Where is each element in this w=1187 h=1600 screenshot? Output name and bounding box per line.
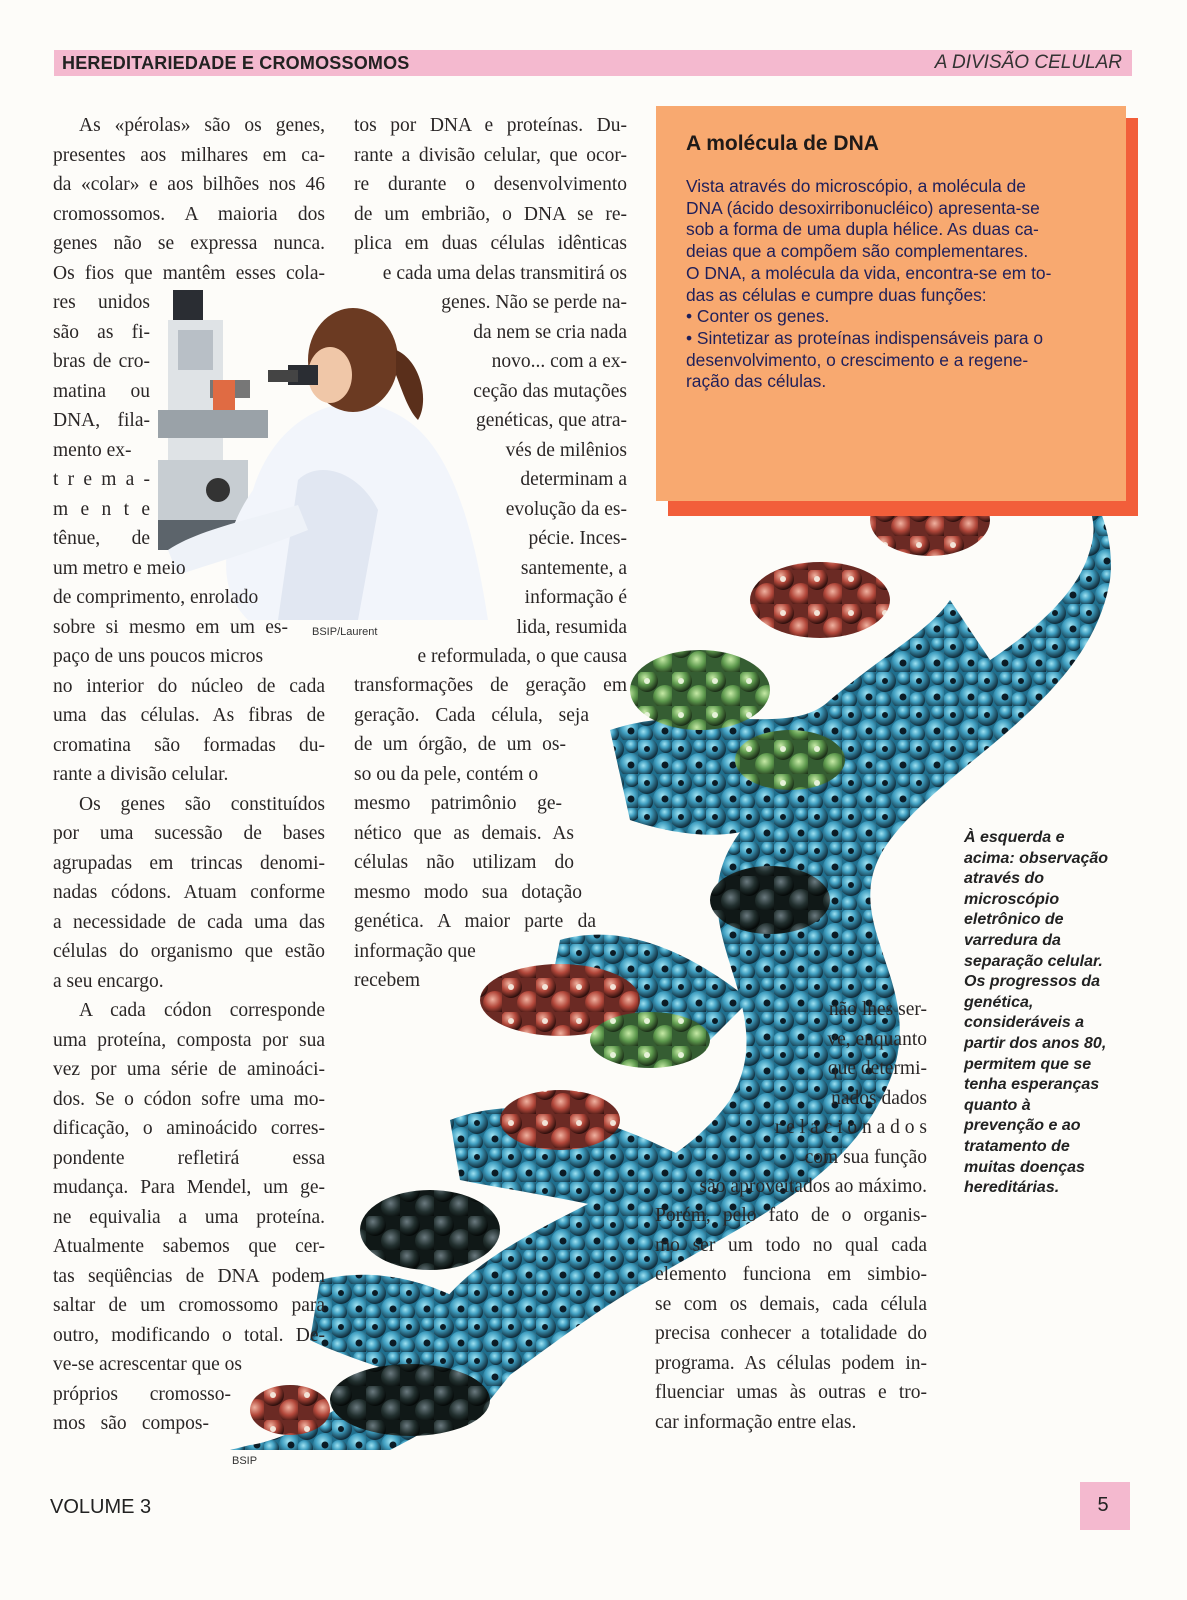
text-line: ceção das mutações	[473, 380, 627, 402]
text-line: tos por DNA e proteínas. Du-	[354, 115, 627, 136]
text-line: re durante o desenvolvimento	[354, 174, 627, 195]
text-line: um metro e meio	[53, 557, 186, 579]
text-line: tênue, de	[53, 528, 150, 549]
text-line: santemente, a	[520, 557, 627, 579]
dna-box-line: das as células e cumpre duas funções:	[686, 284, 987, 305]
text-line: car informação entre elas.	[655, 1411, 857, 1433]
text-line: mudança. Para Mendel, um ge-	[53, 1177, 325, 1198]
text-line: informação é	[524, 587, 627, 608]
text-line: so ou da pele, contém o	[354, 763, 539, 785]
text-line: outro, modificando o total. De-	[53, 1324, 325, 1346]
text-line: genes. Não se perde na-	[441, 292, 627, 313]
dna-box-line: desenvolvimento, o crescimento e a regene-	[686, 349, 1029, 370]
text-line: da nem se cria nada	[473, 321, 627, 343]
text-line: que determi-	[827, 1058, 927, 1079]
text-line: mo ser um todo no qual cada	[655, 1234, 927, 1256]
text-line: tas seqüências de DNA podem	[53, 1265, 325, 1287]
text-line: precisa conhecer a totalidade do	[655, 1323, 927, 1344]
caption-line: muitas doenças	[964, 1158, 1085, 1176]
caption-line: através do	[964, 870, 1045, 888]
image-caption	[964, 828, 1144, 1199]
text-line: genética. A maior parte da	[354, 911, 596, 932]
text-line: transformações de geração em	[354, 675, 627, 696]
caption-line: quanto à	[964, 1096, 1031, 1114]
dna-box-line: DNA (ácido desoxirribonucléico) apresenta-se	[686, 197, 1040, 218]
text-line: res unidos	[53, 292, 150, 313]
text-line: recebem	[354, 970, 421, 991]
column-1-top	[53, 111, 325, 288]
text-line: sobre si mesmo em um es-	[53, 616, 288, 638]
dna-box-line: • Sintetizar as proteínas indispensáveis para o	[686, 327, 1044, 348]
caption-line: acima: observação	[964, 849, 1109, 867]
text-line: novo... com a ex-	[491, 351, 627, 372]
page-number: 5	[1097, 1494, 1109, 1516]
text-line: saltar de um cromossomo para	[53, 1295, 325, 1316]
text-line: se com os demais, cada célula	[655, 1293, 927, 1315]
text-line: As «pérolas» são os genes,	[79, 115, 325, 136]
text-line: plica em duas células idênticas	[354, 233, 627, 254]
text-line: uma das células. As fibras de	[53, 705, 325, 726]
column-2-top	[354, 111, 627, 288]
dna-box-line: ração das células.	[686, 371, 827, 392]
text-line: são aproveitados ao máximo.	[699, 1176, 927, 1197]
caption-line: partir dos anos 80,	[964, 1034, 1107, 1052]
text-line: mesmo patrimônio ge-	[354, 793, 562, 814]
page-number-box	[1080, 1482, 1130, 1530]
dna-box-line: Vista através do microscópio, a molécula de	[686, 176, 1026, 196]
text-line: presentes aos milhares em ca-	[53, 144, 325, 166]
text-line: e cada uma delas transmitirá os	[382, 262, 627, 284]
text-line: a necessidade de cada uma das	[53, 911, 325, 933]
caption-line: Os progressos da	[964, 973, 1101, 991]
text-line: e reformulada, o que causa	[417, 646, 627, 667]
text-line: genéticas, que atra-	[475, 410, 627, 431]
photo-credit: BSIP/Laurent	[312, 626, 378, 638]
text-line: nadas códons. Atuam conforme	[53, 882, 325, 903]
column-2-bottom	[354, 671, 627, 996]
text-line: t r e m a -	[53, 469, 150, 490]
column-3-bottom	[655, 1201, 927, 1437]
dna-box-title: A molécula de DNA	[686, 132, 879, 155]
text-line: mesmo modo sua dotação	[354, 881, 582, 903]
chapter-title: A DIVISÃO CELULAR	[934, 52, 1122, 73]
running-header	[54, 50, 1132, 76]
text-line: pécie. Inces-	[528, 528, 627, 549]
dna-box-line: deias que a compõem são complementares.	[686, 241, 1029, 262]
text-line: r e l a c i o n a d o s	[774, 1117, 927, 1138]
text-line: no interior do núcleo de cada	[53, 675, 325, 697]
dna-box-line: • Conter os genes.	[686, 306, 830, 327]
caption-line: tratamento de	[964, 1137, 1070, 1155]
caption-line: consideráveis a	[964, 1014, 1085, 1032]
text-line: são as fi-	[53, 321, 150, 343]
text-line: programa. As células podem in-	[655, 1352, 927, 1374]
dna-image-credit: BSIP	[232, 1455, 258, 1467]
text-line: bras de cro-	[53, 351, 150, 372]
text-line: vés de milênios	[505, 439, 627, 461]
text-line: mento ex-	[53, 439, 132, 461]
caption-line: À esquerda e	[964, 829, 1065, 846]
text-line: por uma sucessão de bases	[53, 823, 325, 844]
text-line: elemento funciona em simbio-	[655, 1264, 927, 1285]
text-line: Os fios que mantêm esses cola-	[53, 262, 325, 284]
text-line: da «colar» e aos bilhões nos 46	[53, 174, 325, 195]
caption-line: microscópio	[964, 890, 1060, 908]
text-line: A cada códon corresponde	[79, 1000, 325, 1021]
text-line: próprios cromosso-	[53, 1383, 231, 1405]
text-line: cromossomos. A maioria dos	[53, 203, 325, 225]
caption-line: separação celular.	[964, 952, 1103, 970]
text-line: de um órgão, de um os-	[354, 734, 566, 755]
text-line: Os genes são constituídos	[79, 793, 325, 815]
section-title: HEREDITARIEDADE E CROMOSSOMOS	[62, 53, 410, 73]
caption-line: permitem que se	[964, 1055, 1092, 1073]
caption-line: genética,	[964, 993, 1034, 1011]
text-line: DNA, fila-	[53, 410, 150, 431]
text-line: ve, enquanto	[827, 1028, 927, 1050]
volume-label: VOLUME 3	[50, 1496, 152, 1518]
dna-info-box	[656, 106, 1126, 501]
caption-line: hereditárias.	[964, 1179, 1060, 1197]
text-line: de comprimento, enrolado	[53, 587, 259, 608]
text-line: ne equivalia a uma proteína.	[53, 1206, 325, 1228]
caption-line: tenha esperanças	[964, 1076, 1100, 1094]
text-line: com sua função	[804, 1146, 927, 1168]
text-line: lida, resumida	[516, 616, 627, 638]
text-line: Porém, pelo fato de o organis-	[655, 1205, 927, 1226]
text-line: determinam a	[520, 469, 627, 490]
text-line: rante a divisão celular, que ocor-	[354, 144, 627, 166]
text-line: pondente refletirá essa	[53, 1147, 325, 1169]
text-line: rante a divisão celular.	[53, 764, 229, 785]
text-line: nados dados	[831, 1087, 927, 1109]
text-line: agrupadas em trincas denomi-	[53, 852, 325, 874]
caption-line: varredura da	[964, 931, 1061, 949]
caption-line: eletrônico de	[964, 911, 1064, 929]
text-line: paço de uns poucos micros	[53, 646, 264, 667]
text-line: nético que as demais. As	[354, 822, 574, 844]
text-line: dos. Se o códon sofre uma mo-	[53, 1088, 325, 1110]
text-line: células do organismo que estão	[53, 941, 325, 962]
column-2-wrap	[398, 288, 627, 672]
text-line: a seu encargo.	[53, 970, 164, 992]
text-line: geração. Cada célula, seja	[354, 704, 589, 726]
text-line: Atualmente sabemos que cer-	[53, 1236, 325, 1257]
dna-box-line: sob a forma de uma dupla hélice. As duas ca-	[686, 219, 1039, 240]
text-line: de um embrião, o DNA se re-	[354, 203, 627, 225]
column-3-right	[655, 995, 927, 1202]
column-1-wrap	[53, 288, 288, 642]
text-line: matina ou	[53, 380, 150, 402]
column-1-bottom	[53, 642, 325, 1439]
caption-line: prevenção e ao	[964, 1117, 1081, 1135]
text-line: ve-se acrescentar que os	[53, 1354, 242, 1375]
text-line: dificação, o aminoácido corres-	[53, 1118, 325, 1139]
text-line: m e n t e	[53, 498, 150, 520]
text-line: mos são compos-	[53, 1413, 209, 1434]
text-line: uma proteína, composta por sua	[53, 1029, 325, 1051]
text-line: células não utilizam do	[354, 852, 574, 873]
text-line: evolução da es-	[505, 498, 627, 520]
text-line: não lhes ser-	[828, 999, 927, 1020]
dna-box-line: O DNA, a molécula da vida, encontra-se em to-	[686, 262, 1052, 283]
text-line: cromatina são formadas du-	[53, 734, 325, 756]
dna-box-text	[686, 176, 1098, 393]
text-line: informação que	[354, 940, 476, 962]
text-line: fluenciar umas às outras e tro-	[655, 1382, 927, 1403]
text-line: genes não se expressa nunca.	[53, 233, 325, 254]
text-line: vez por uma série de aminoáci-	[53, 1059, 325, 1080]
